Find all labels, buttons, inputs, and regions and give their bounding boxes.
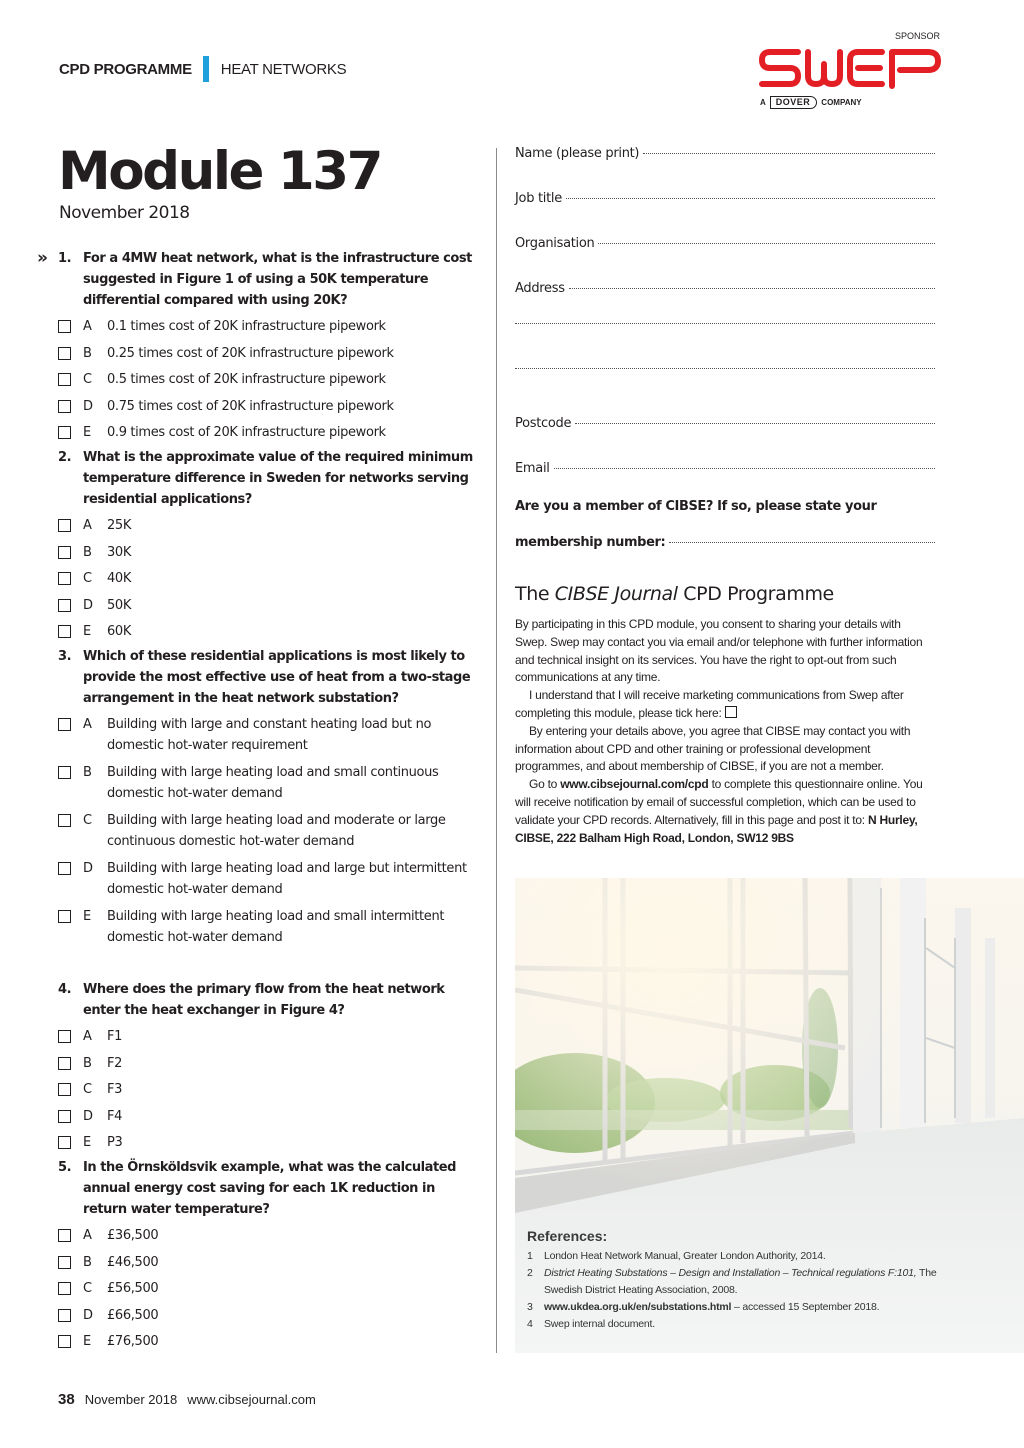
- option-text: £36,500: [107, 1228, 159, 1243]
- cpd-title-suffix: CPD Programme: [683, 583, 834, 605]
- checkbox[interactable]: [58, 1110, 71, 1123]
- question-number: 5.: [58, 1160, 72, 1175]
- option-text: 0.1 times cost of 20K infrastructure pipework: [107, 319, 386, 334]
- postcode-input-line[interactable]: [575, 423, 935, 424]
- checkbox[interactable]: [58, 1256, 71, 1269]
- job-title-label: Job title: [515, 191, 562, 206]
- reference-item: [527, 1248, 947, 1265]
- name-input-line[interactable]: [643, 153, 935, 154]
- cibse-contact-paragraph: By entering your details above, you agree that CIBSE may contact you with information about CPD and other training or professional development programmes, and about membership of CIBSE, if you are not a member.: [515, 723, 911, 774]
- option-letter: D: [83, 597, 93, 613]
- reference-number: 3: [527, 1301, 533, 1313]
- dover-logo: DOVER: [770, 96, 818, 109]
- option-letter: B: [83, 1055, 92, 1071]
- references: [527, 1228, 947, 1333]
- option-text: £66,500: [107, 1307, 159, 1323]
- checkbox[interactable]: [58, 1083, 71, 1096]
- reference-item: [527, 1265, 947, 1299]
- address-label: Address: [515, 281, 565, 296]
- option-letter: C: [83, 1082, 92, 1097]
- answer-option[interactable]: [37, 568, 477, 589]
- header-accent-bar: [203, 56, 209, 82]
- option-text: Building with large and constant heating load but no domestic hot-water requirement: [107, 717, 432, 753]
- answer-option[interactable]: [37, 316, 477, 337]
- question-heading: [37, 248, 477, 311]
- answer-option[interactable]: [37, 343, 477, 364]
- name-label: Name (please print): [515, 146, 640, 161]
- reference-link[interactable]: www.ukdea.org.uk/en/substations.html: [544, 1301, 732, 1313]
- marketing-paragraph: [515, 687, 935, 723]
- instructions-text-a: Go to: [529, 777, 558, 792]
- answer-option[interactable]: [37, 369, 477, 390]
- cpd-title-italic: CIBSE Journal: [554, 583, 678, 605]
- answer-option[interactable]: [37, 1132, 477, 1153]
- checkbox[interactable]: [58, 1282, 71, 1295]
- question-heading: [37, 646, 477, 709]
- tagline-prefix: A: [760, 98, 766, 107]
- checkbox[interactable]: [58, 373, 71, 386]
- answer-option[interactable]: [37, 1278, 477, 1299]
- question-number: 4.: [58, 982, 72, 997]
- tagline-suffix: COMPANY: [821, 98, 862, 107]
- checkbox[interactable]: [58, 625, 71, 638]
- answer-option[interactable]: [37, 1225, 477, 1246]
- option-letter: E: [83, 425, 91, 440]
- email-label: Email: [515, 461, 550, 476]
- address-input-line[interactable]: [569, 288, 935, 289]
- option-text: 25K: [107, 518, 132, 533]
- reference-item: [527, 1299, 947, 1316]
- question-heading: [37, 1157, 477, 1220]
- checkbox[interactable]: [58, 1229, 71, 1242]
- address-line-3[interactable]: [515, 371, 935, 416]
- chevron-right-icon: »: [37, 248, 48, 268]
- option-letter: B: [83, 544, 92, 560]
- job-title-field[interactable]: [515, 191, 935, 236]
- checkbox[interactable]: [58, 766, 71, 779]
- option-text: F3: [107, 1082, 123, 1097]
- option-text: F4: [107, 1108, 123, 1124]
- question-text: For a 4MW heat network, what is the infrastructure cost suggested in Figure 1 of using a 50K temperature differential compared with using 20K?: [83, 251, 472, 308]
- option-letter: D: [83, 398, 93, 414]
- checkbox[interactable]: [58, 347, 71, 360]
- option-letter: D: [83, 1108, 93, 1124]
- option-letter: C: [83, 813, 92, 828]
- option-letter: D: [83, 1307, 93, 1323]
- question-number: 2.: [58, 450, 72, 465]
- page-footer: [58, 1391, 316, 1408]
- reference-text: – accessed 15 September 2018.: [734, 1301, 880, 1313]
- section-header: [59, 56, 346, 82]
- address-input-line-2[interactable]: [515, 323, 935, 324]
- postcode-field[interactable]: [515, 416, 935, 461]
- checkbox[interactable]: [58, 320, 71, 333]
- answer-option[interactable]: [37, 396, 477, 417]
- address-input-line-3[interactable]: [515, 368, 935, 369]
- option-text: 0.25 times cost of 20K infrastructure pipework: [107, 345, 394, 361]
- option-text: £46,500: [107, 1254, 159, 1270]
- question-2: [37, 447, 477, 642]
- question-number: 1.: [58, 251, 72, 266]
- email-field[interactable]: [515, 461, 935, 499]
- option-text: 0.5 times cost of 20K infrastructure pipework: [107, 372, 386, 387]
- answer-option[interactable]: [37, 1079, 477, 1100]
- details-form: [515, 146, 935, 580]
- option-letter: C: [83, 1281, 92, 1296]
- option-letter: A: [83, 1029, 92, 1044]
- option-letter: D: [83, 861, 93, 876]
- checkbox[interactable]: [58, 1136, 71, 1149]
- checkbox[interactable]: [58, 1309, 71, 1322]
- email-input-line[interactable]: [554, 468, 935, 469]
- option-letter: E: [83, 1334, 91, 1349]
- cpd-title-prefix: The: [515, 583, 550, 605]
- option-letter: A: [83, 717, 92, 732]
- option-letter: C: [83, 372, 92, 387]
- answer-option[interactable]: [37, 858, 477, 900]
- answer-option[interactable]: [37, 1252, 477, 1273]
- references-title: References:: [527, 1228, 608, 1244]
- answer-option[interactable]: [37, 1053, 477, 1074]
- option-letter: A: [83, 1228, 92, 1243]
- question-text: Where does the primary flow from the heat network enter the heat exchanger in Figure 4?: [83, 982, 445, 1018]
- question-heading: [37, 979, 477, 1021]
- answer-option[interactable]: [37, 714, 477, 756]
- question-4: [37, 979, 477, 1153]
- option-letter: E: [83, 624, 91, 639]
- questions-list: [37, 248, 477, 1352]
- address-line-2[interactable]: [515, 326, 935, 371]
- reference-title: District Heating Substations – Design and Installation – Technical regulations F:101,: [544, 1267, 917, 1279]
- answer-option[interactable]: [37, 1026, 477, 1047]
- reference-text: London Heat Network Manual, Greater London Authority, 2014.: [544, 1250, 826, 1262]
- option-text: 30K: [107, 544, 132, 560]
- postcode-label: Postcode: [515, 416, 572, 431]
- checkbox[interactable]: [58, 1335, 71, 1348]
- checkbox[interactable]: [58, 426, 71, 439]
- checkbox[interactable]: [58, 814, 71, 827]
- instructions-text-b: to complete this questionnaire online. You will receive notification by email of successful completion, which can be used to validate your CPD records. Alternatively, fill in this page and post it to:: [515, 777, 923, 827]
- checkbox[interactable]: [58, 546, 71, 559]
- topic-label: HEAT NETWORKS: [220, 60, 347, 78]
- option-text: Building with large heating load and small continuous domestic hot-water demand: [107, 765, 439, 801]
- instructions-paragraph: [515, 776, 935, 847]
- marketing-text: I understand that I will receive marketing communications from Swep after completing this module, please tick here:: [515, 688, 904, 720]
- option-text: £76,500: [107, 1334, 159, 1349]
- answer-option[interactable]: [37, 595, 477, 616]
- option-text: 0.75 times cost of 20K infrastructure pipework: [107, 398, 394, 414]
- consent-paragraph: By participating in this CPD module, you consent to sharing your details with Swep. Swep may contact you via email and/or telephone with further information and technical insight on its services. You have the right to opt-out from such communications at any time.: [515, 617, 923, 685]
- question-3: [37, 646, 477, 948]
- reference-number: 2: [527, 1267, 533, 1279]
- option-letter: E: [83, 1135, 91, 1150]
- option-text: £56,500: [107, 1281, 159, 1296]
- swep-logo-icon: [758, 46, 943, 91]
- reference-text: The Swedish District Heating Association, 2008.: [544, 1267, 937, 1296]
- option-letter: E: [83, 909, 91, 924]
- member-question-text: Are you a member of CIBSE? If so, please state your: [515, 499, 877, 514]
- answer-option[interactable]: [37, 906, 477, 948]
- footer-url[interactable]: www.cibsejournal.com: [187, 1392, 316, 1407]
- cpd-body: [515, 616, 935, 847]
- postal-address: N Hurley, CIBSE, 222 Balham High Road, London, SW12 9BS: [515, 812, 918, 845]
- name-field[interactable]: [515, 146, 935, 191]
- option-text: Building with large heating load and large but intermittent domestic hot-water demand: [107, 861, 467, 897]
- option-text: F2: [107, 1055, 123, 1071]
- answer-option[interactable]: [37, 810, 477, 852]
- option-letter: B: [83, 765, 92, 780]
- checkbox[interactable]: [58, 400, 71, 413]
- cpd-heading: [515, 583, 834, 605]
- option-letter: C: [83, 571, 92, 586]
- checkbox[interactable]: [58, 910, 71, 923]
- checkbox[interactable]: [58, 862, 71, 875]
- reference-item: [527, 1316, 947, 1333]
- option-text: Building with large heating load and small intermittent domestic hot-water demand: [107, 909, 445, 945]
- answer-option[interactable]: [37, 621, 477, 642]
- column-divider: [496, 148, 497, 1353]
- address-field[interactable]: [515, 281, 935, 326]
- reference-number: 1: [527, 1250, 533, 1262]
- option-letter: A: [83, 319, 92, 334]
- question-text: Which of these residential applications is most likely to provide the most effective use of heat from a two-stage arrangement in the heat network substation?: [83, 649, 471, 706]
- option-text: 60K: [107, 624, 132, 639]
- answer-option[interactable]: [37, 1106, 477, 1127]
- answer-option[interactable]: [37, 762, 477, 804]
- checkbox[interactable]: [58, 599, 71, 612]
- answer-option[interactable]: [37, 542, 477, 563]
- option-letter: A: [83, 518, 92, 533]
- option-text: 40K: [107, 571, 132, 586]
- option-text: Building with large heating load and moderate or large continuous domestic hot-water demand: [107, 813, 446, 849]
- sponsor-label: SPONSOR: [894, 31, 940, 41]
- checkbox[interactable]: [58, 1057, 71, 1070]
- organisation-field[interactable]: [515, 236, 935, 281]
- answer-option[interactable]: [37, 515, 477, 536]
- question-number: 3.: [58, 649, 72, 664]
- question-text: In the Örnsköldsvik example, what was the calculated annual energy cost saving for each 1K reduction in return water temperature?: [83, 1160, 456, 1217]
- member-question: [515, 499, 935, 535]
- membership-number-field[interactable]: [515, 535, 935, 580]
- answer-option[interactable]: [37, 1331, 477, 1352]
- question-text: What is the approximate value of the required minimum temperature difference in Sweden for networks serving residential applications?: [83, 450, 473, 507]
- answer-option[interactable]: [37, 1305, 477, 1326]
- checkbox[interactable]: [58, 1030, 71, 1043]
- checkbox[interactable]: [58, 572, 71, 585]
- checkbox[interactable]: [58, 718, 71, 731]
- cpd-url-link[interactable]: www.cibsejournal.com/cpd: [560, 777, 709, 792]
- section-label: CPD PROGRAMME: [59, 60, 192, 78]
- reference-number: 4: [527, 1318, 533, 1330]
- question-heading: [37, 447, 477, 510]
- footer-date: November 2018: [84, 1392, 178, 1407]
- reference-text: Swep internal document.: [544, 1318, 655, 1330]
- page-number: 38: [58, 1391, 75, 1408]
- answer-option[interactable]: [37, 422, 477, 443]
- job-title-input-line[interactable]: [566, 198, 935, 199]
- membership-input-line[interactable]: [669, 542, 935, 543]
- option-letter: B: [83, 345, 92, 361]
- option-text: F1: [107, 1029, 123, 1044]
- organisation-input-line[interactable]: [598, 243, 935, 244]
- option-letter: B: [83, 1254, 92, 1270]
- membership-label: membership number:: [515, 535, 666, 550]
- module-date: November 2018: [59, 203, 190, 223]
- option-text: 50K: [107, 597, 132, 613]
- option-text: P3: [107, 1135, 123, 1150]
- marketing-consent-checkbox[interactable]: [725, 706, 737, 718]
- question-5: [37, 1157, 477, 1352]
- organisation-label: Organisation: [515, 236, 595, 251]
- question-1: [37, 248, 477, 443]
- sponsor-tagline: [760, 96, 862, 109]
- option-text: 0.9 times cost of 20K infrastructure pipework: [107, 425, 386, 440]
- checkbox[interactable]: [58, 519, 71, 532]
- module-title: Module 137: [58, 141, 382, 202]
